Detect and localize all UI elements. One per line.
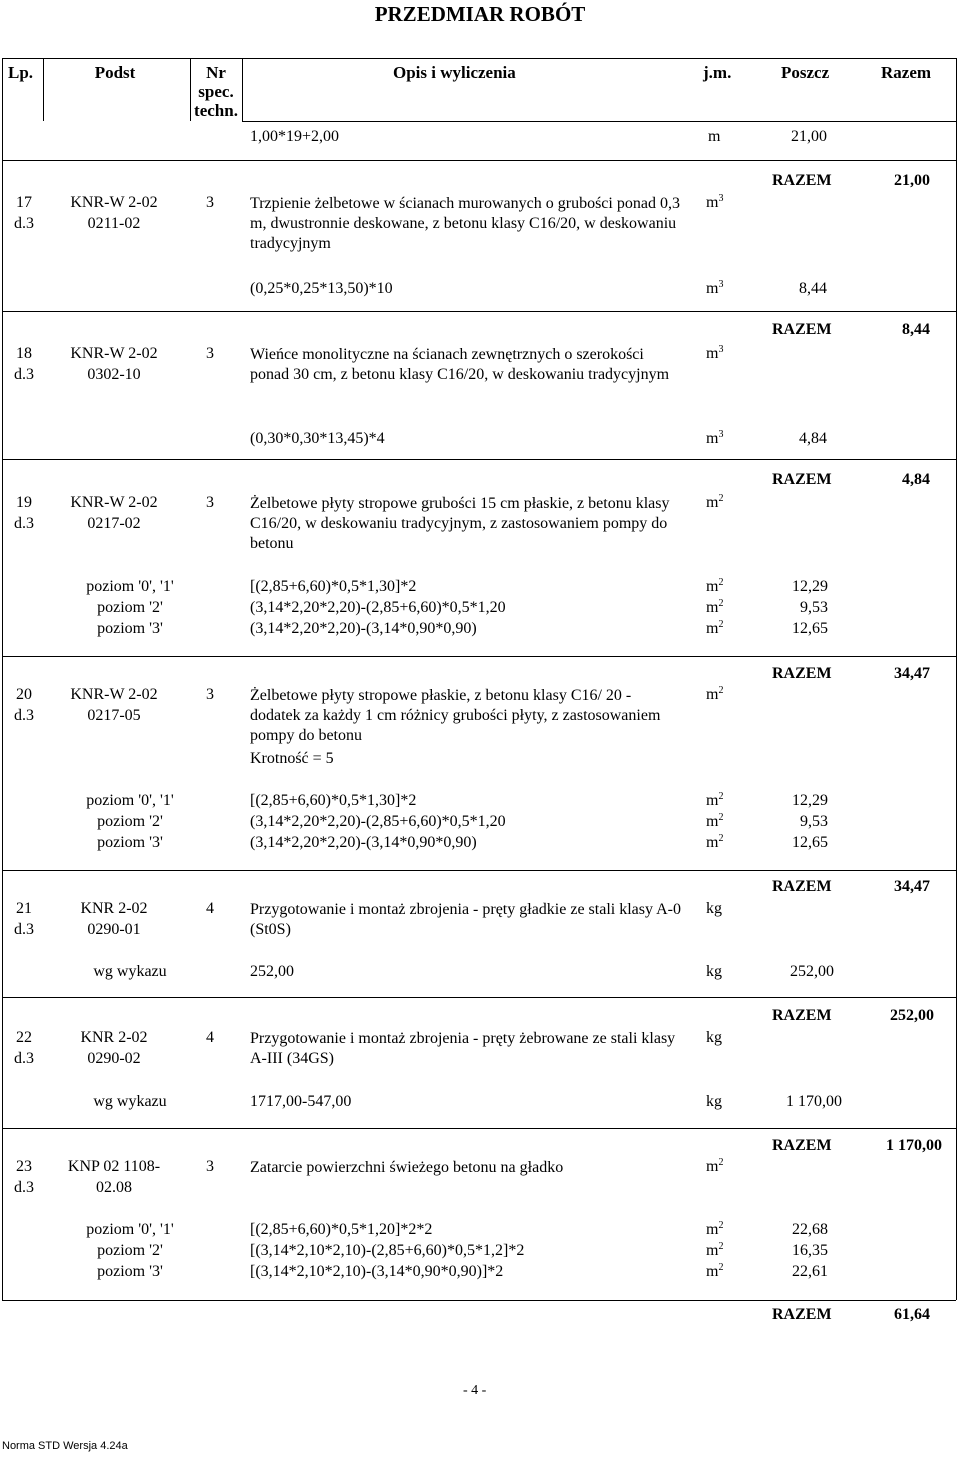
- item-lp-dept: d.3: [14, 1050, 34, 1067]
- calc-label: wg wykazu: [93, 1093, 167, 1110]
- calc-value: 12,65: [792, 620, 828, 637]
- calc-unit-base: m: [706, 430, 719, 447]
- calc-unit-base: m: [706, 599, 719, 616]
- razem-label: RAZEM: [772, 1306, 832, 1323]
- razem-label: RAZEM: [772, 1007, 832, 1024]
- table-right-border: [956, 58, 957, 1300]
- razem-value: 8,44: [902, 321, 930, 338]
- item-lp: 23: [16, 1158, 32, 1175]
- calc-formula: (3,14*2,20*2,20)-(2,85+6,60)*0,5*1,20: [250, 813, 506, 830]
- item-description: Zatarcie powierzchni świeżego betonu na gładko: [250, 1159, 564, 1176]
- item-unit-sup: 2: [718, 493, 724, 504]
- item-lp-dept: d.3: [14, 707, 34, 724]
- calc-values: [740, 1221, 828, 1284]
- calc-value: 12,29: [792, 792, 828, 809]
- item-podst-catalog: KNR-W 2-02: [70, 194, 158, 211]
- item-nr: 3: [206, 686, 214, 703]
- calc-value: 4,84: [799, 430, 827, 447]
- item-description: Żelbetowe płyty stropowe płaskie, z betonu klasy C16/ 20 - dodatek za każdy 1 cm różnicy grubości płyty, z zastosowaniem pompy do betonu: [250, 687, 661, 744]
- calc-label: poziom '3': [97, 620, 163, 637]
- header-podst: Podst: [94, 63, 136, 82]
- calc-value: 22,61: [792, 1263, 828, 1280]
- calc-label: poziom '3': [97, 1263, 163, 1280]
- calc-label: poziom '0', '1': [86, 792, 174, 809]
- calc-labels: [50, 1221, 210, 1284]
- item-unit-sup: 2: [718, 1157, 724, 1168]
- razem-label: RAZEM: [772, 172, 832, 189]
- row-separator: [2, 870, 956, 871]
- header-opis: Opis i wyliczenia: [393, 63, 516, 82]
- calc-value: 12,29: [792, 578, 828, 595]
- item-podst-catalog: KNR-W 2-02: [70, 345, 158, 362]
- item-lp-dept: d.3: [14, 921, 34, 938]
- calc-values: [740, 578, 828, 641]
- calc-unit-base: m: [706, 578, 719, 595]
- row-separator: [2, 1128, 956, 1129]
- row-separator: [2, 997, 956, 998]
- item-lp: 20: [16, 686, 32, 703]
- razem-value: 252,00: [890, 1007, 934, 1024]
- header-poszcz: Poszcz: [781, 63, 830, 82]
- item-unit: [706, 194, 723, 212]
- row-separator: [2, 459, 956, 460]
- item-podst-catalog: KNR 2-02: [80, 1029, 148, 1046]
- item-unit: kg: [706, 900, 722, 917]
- calc-unit-sup: 2: [718, 619, 724, 630]
- calc-unit: [706, 1221, 723, 1242]
- calc-value: 1 170,00: [786, 1093, 842, 1110]
- item-lp-dept: d.3: [14, 215, 34, 232]
- calc-units: [706, 1221, 723, 1284]
- header-bottom-border: [2, 160, 956, 161]
- item-nr: 3: [206, 494, 214, 511]
- calc-value: 9,53: [800, 599, 828, 616]
- razem-label: RAZEM: [772, 471, 832, 488]
- calc-unit-sup: 2: [718, 1262, 724, 1273]
- calc-formulas: [250, 1221, 524, 1284]
- header-spec: spec.: [198, 82, 234, 101]
- calc-unit: [706, 599, 723, 620]
- item-unit: [706, 1158, 723, 1176]
- calc-formula: [(3,14*2,10*2,10)-(2,85+6,60)*0,5*1,2]*2: [250, 1242, 525, 1259]
- calc-value: 252,00: [790, 963, 834, 980]
- item-unit: [706, 494, 723, 512]
- calc-unit-base: m: [706, 813, 719, 830]
- header-techn: techn.: [194, 101, 238, 120]
- item-description: Wieńce monolityczne na ścianach zewnętrznych o szerokości ponad 30 cm, z betonu klasy C16/20, w deskowaniu tradycyjnym: [250, 346, 670, 383]
- calc-formula: (3,14*2,20*2,20)-(3,14*0,90*0,90): [250, 834, 477, 851]
- calc-value: 9,53: [800, 813, 828, 830]
- calc-value: 21,00: [791, 128, 827, 145]
- header-top-border: [2, 58, 956, 59]
- calc-formula: (3,14*2,20*2,20)-(3,14*0,90*0,90): [250, 620, 477, 637]
- calc-value: 22,68: [792, 1221, 828, 1238]
- calc-formula: [(2,85+6,60)*0,5*1,30]*2: [250, 578, 417, 595]
- item-unit: [706, 686, 723, 704]
- calc-labels: [50, 792, 210, 855]
- item-podst-position: 02.08: [96, 1179, 132, 1196]
- calc-formula: 1717,00-547,00: [250, 1093, 352, 1110]
- razem-value: 34,47: [894, 665, 930, 682]
- calc-unit-base: m: [706, 620, 719, 637]
- item-nr: 3: [206, 345, 214, 362]
- calc-unit-sup: 2: [718, 791, 724, 802]
- calc-unit-base: m: [706, 1221, 719, 1238]
- item-podst-position: 0290-01: [87, 921, 141, 938]
- calc-unit: [706, 578, 723, 599]
- razem-value: 1 170,00: [886, 1137, 942, 1154]
- razem-value: 34,47: [894, 878, 930, 895]
- item-podst-catalog: KNR 2-02: [80, 900, 148, 917]
- item-lp-dept: d.3: [14, 1179, 34, 1196]
- calc-formula: [(2,85+6,60)*0,5*1,30]*2: [250, 792, 417, 809]
- calc-value: 8,44: [799, 280, 827, 297]
- calc-unit: kg: [706, 1093, 722, 1110]
- row-separator: [2, 656, 956, 657]
- calc-unit-sup: 3: [718, 429, 724, 440]
- item-nr: 4: [206, 900, 214, 917]
- calc-formula: [(3,14*2,10*2,10)-(3,14*0,90*0,90)]*2: [250, 1263, 504, 1280]
- item-multiplier: Krotność = 5: [250, 750, 334, 767]
- item-podst-position: 0211-02: [87, 215, 141, 232]
- calc-formulas: [250, 792, 506, 855]
- item-podst-position: 0217-05: [87, 707, 141, 724]
- calc-unit-sup: 2: [718, 812, 724, 823]
- calc-unit: m: [708, 128, 721, 145]
- calc-unit: [706, 280, 723, 298]
- razem-value: 21,00: [894, 172, 930, 189]
- razem-value: 4,84: [902, 471, 930, 488]
- calc-unit-sup: 2: [718, 833, 724, 844]
- item-lp-dept: d.3: [14, 366, 34, 383]
- item-unit: [706, 345, 723, 363]
- page-title: PRZEDMIAR ROBÓT: [374, 2, 586, 26]
- item-description: Żelbetowe płyty stropowe grubości 15 cm płaskie, z betonu klasy C16/20, w deskowaniu tradycyjnym, z zastosowaniem pompy do betonu: [250, 495, 670, 552]
- calc-formula: (0,30*0,30*13,45)*4: [250, 430, 385, 447]
- calc-unit-base: m: [706, 834, 719, 851]
- calc-formula: 1,00*19+2,00: [250, 128, 340, 145]
- razem-label: RAZEM: [772, 665, 832, 682]
- razem-label: RAZEM: [772, 321, 832, 338]
- calc-unit: kg: [706, 963, 722, 980]
- calc-units: [706, 578, 723, 641]
- software-version-note: Norma STD Wersja 4.24a: [2, 1440, 128, 1452]
- item-unit-base: m: [706, 686, 719, 703]
- item-description: Trzpienie żelbetowe w ścianach murowanych o grubości ponad 0,3 m, dwustronnie deskowane, z betonu klasy C16/20, w deskowaniu tradycyjnym: [250, 195, 680, 252]
- item-unit-sup: 2: [718, 685, 724, 696]
- item-lp: 17: [16, 194, 32, 211]
- item-unit-sup: 3: [718, 344, 724, 355]
- calc-labels: [50, 578, 210, 641]
- item-nr: 3: [206, 194, 214, 211]
- calc-formula: [(2,85+6,60)*0,5*1,20]*2*2: [250, 1221, 433, 1238]
- header-nr: Nr: [206, 63, 226, 82]
- calc-formulas: [250, 578, 506, 641]
- final-razem-value: 61,64: [894, 1306, 930, 1323]
- item-lp-dept: d.3: [14, 515, 34, 532]
- calc-value: 12,65: [792, 834, 828, 851]
- row-separator: [2, 311, 956, 312]
- header-col-divider-3: [242, 58, 243, 121]
- calc-unit: [706, 792, 723, 813]
- calc-unit-base: m: [706, 280, 719, 297]
- calc-unit-base: m: [706, 792, 719, 809]
- calc-values: [740, 792, 828, 855]
- calc-label: wg wykazu: [93, 963, 167, 980]
- item-description: Przygotowanie i montaż zbrojenia - pręty gładkie ze stali klasy A-0 (St0S): [250, 901, 681, 938]
- item-lp: 19: [16, 494, 32, 511]
- item-nr: 3: [206, 1158, 214, 1175]
- item-unit-base: m: [706, 494, 719, 511]
- item-unit-sup: 3: [718, 193, 724, 204]
- calc-unit-sup: 2: [718, 1220, 724, 1231]
- calc-formula: 252,00: [250, 963, 294, 980]
- razem-label: RAZEM: [772, 878, 832, 895]
- item-description: Przygotowanie i montaż zbrojenia - pręty żebrowane ze stali klasy A-III (34GS): [250, 1030, 676, 1067]
- page-number: - 4 -: [463, 1383, 487, 1398]
- item-unit: kg: [706, 1029, 722, 1046]
- calc-label: poziom '2': [97, 813, 163, 830]
- header-jm: j.m.: [703, 63, 732, 82]
- item-unit-base: m: [706, 1158, 719, 1175]
- calc-unit-sup: 2: [718, 577, 724, 588]
- calc-unit: [706, 1242, 723, 1263]
- table-left-border: [2, 58, 3, 1300]
- razem-label: RAZEM: [772, 1137, 832, 1154]
- calc-value: 16,35: [792, 1242, 828, 1259]
- calc-units: [706, 792, 723, 855]
- calc-unit-sup: 2: [718, 598, 724, 609]
- calc-label: poziom '0', '1': [86, 578, 174, 595]
- item-podst-catalog: KNR-W 2-02: [70, 494, 158, 511]
- calc-unit: [706, 430, 723, 448]
- calc-formula: (0,25*0,25*13,50)*10: [250, 280, 393, 297]
- calc-unit: [706, 834, 723, 855]
- calc-unit: [706, 813, 723, 834]
- header-lp: Lp.: [8, 63, 34, 82]
- calc-unit-sup: 3: [718, 279, 724, 290]
- item-podst-catalog: KNP 02 1108-: [67, 1158, 161, 1175]
- item-lp: 18: [16, 345, 32, 362]
- calc-unit-base: m: [706, 1242, 719, 1259]
- calc-label: poziom '2': [97, 1242, 163, 1259]
- item-unit-base: m: [706, 194, 719, 211]
- item-lp: 21: [16, 900, 32, 917]
- item-nr: 4: [206, 1029, 214, 1046]
- item-podst-catalog: KNR-W 2-02: [70, 686, 158, 703]
- item-podst-position: 0217-02: [87, 515, 141, 532]
- calc-unit-sup: 2: [718, 1241, 724, 1252]
- calc-unit: [706, 620, 723, 641]
- calc-formula: (3,14*2,20*2,20)-(2,85+6,60)*0,5*1,20: [250, 599, 506, 616]
- calc-unit-base: m: [706, 1263, 719, 1280]
- item-unit-base: m: [706, 345, 719, 362]
- item-podst-position: 0302-10: [87, 366, 141, 383]
- calc-label: poziom '2': [97, 599, 163, 616]
- item-podst-position: 0290-02: [87, 1050, 141, 1067]
- item-lp: 22: [16, 1029, 32, 1046]
- table-bottom-border: [2, 1300, 956, 1301]
- calc-unit: [706, 1263, 723, 1284]
- header-inner-line: [242, 121, 956, 122]
- header-razem: Razem: [881, 63, 932, 82]
- header-col-divider-1: [43, 58, 44, 121]
- calc-label: poziom '0', '1': [86, 1221, 174, 1238]
- calc-label: poziom '3': [97, 834, 163, 851]
